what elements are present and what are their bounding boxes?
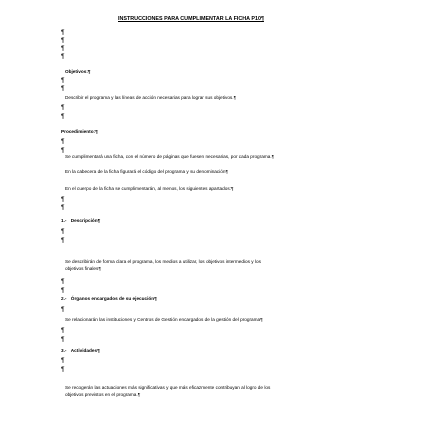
pilcrow-mark: ¶ <box>137 392 141 397</box>
empty-paragraph-mark: ¶ <box>61 53 65 60</box>
item-heading-text: Órganos encargados de su ejecución <box>70 296 155 301</box>
pilcrow-mark: ¶ <box>230 186 234 191</box>
procedimiento-p1-text: Se cumplimentará una ficha, con el número de páginas que fuesen necesarias, por cada programa. <box>65 154 272 159</box>
item-3-text-line-2: objetivos previstos en el programa. <box>65 392 138 397</box>
empty-paragraph-mark: ¶ <box>61 204 65 211</box>
empty-paragraph-mark: ¶ <box>61 29 65 36</box>
procedimiento-heading-text: Procedimiento: <box>61 129 96 134</box>
item-number: 1.- <box>61 218 67 223</box>
item-1-text-line: Se describirán de forma clara el programa, los medios a utilizar, los objetivos intermedios y los <box>65 259 261 264</box>
empty-paragraph-mark: ¶ <box>61 37 65 44</box>
pilcrow-mark: ¶ <box>154 296 157 301</box>
pilcrow-mark: ¶ <box>97 218 101 223</box>
objetivos-text-content: Describir el programa y las líneas de acción necesarias para lograr sus objetivos. <box>65 95 234 100</box>
item-heading-text: Actividades <box>70 348 98 353</box>
item-heading-text: Descripción <box>70 218 98 223</box>
pilcrow-mark: ¶ <box>225 169 229 174</box>
item-1-text-line <box>65 267 101 272</box>
empty-paragraph-mark: ¶ <box>61 138 65 145</box>
page-title <box>118 17 264 22</box>
item-number: 2.- <box>61 296 67 301</box>
empty-paragraph-mark: ¶ <box>61 306 65 313</box>
empty-paragraph-mark: ¶ <box>61 357 65 364</box>
objetivos-heading <box>65 70 91 75</box>
empty-paragraph-mark: ¶ <box>61 196 65 203</box>
item-number: 3.- <box>61 348 67 353</box>
empty-paragraph-mark: ¶ <box>61 147 65 154</box>
item-3-text-line <box>65 393 140 398</box>
procedimiento-p2-text: En la cabecera de la ficha figurará el código del programa y su denominación <box>65 169 226 174</box>
title-text: INSTRUCCIONES PARA CUMPLIMENTAR LA FICHA P10 <box>118 16 261 22</box>
objetivos-heading-text: Objetivos: <box>65 69 88 74</box>
empty-paragraph-mark: ¶ <box>61 237 65 244</box>
pilcrow-mark: ¶ <box>260 317 263 322</box>
pilcrow-mark: ¶ <box>98 266 101 271</box>
pilcrow-mark: ¶ <box>97 348 100 353</box>
empty-paragraph-mark: ¶ <box>61 77 65 84</box>
empty-paragraph-mark: ¶ <box>61 336 65 343</box>
item-2-heading <box>61 297 157 302</box>
procedimiento-p2 <box>65 170 228 175</box>
empty-paragraph-mark: ¶ <box>61 113 65 120</box>
pilcrow-mark: ¶ <box>233 95 237 100</box>
pilcrow-mark: ¶ <box>95 129 98 134</box>
procedimiento-p3-text: En el cuerpo de la ficha se cumplimentarán, al menos, los siguientes apartados: <box>65 186 231 191</box>
empty-paragraph-mark: ¶ <box>61 366 65 373</box>
empty-paragraph-mark: ¶ <box>61 287 65 294</box>
item-1-text-line-2: objetivos finales <box>65 266 99 271</box>
empty-paragraph-mark: ¶ <box>61 327 65 334</box>
item-2-text-line <box>65 318 263 323</box>
procedimiento-p1 <box>65 155 274 160</box>
procedimiento-heading <box>61 130 98 135</box>
objetivos-text <box>65 96 236 101</box>
procedimiento-p3 <box>65 187 234 192</box>
empty-paragraph-mark: ¶ <box>61 45 65 52</box>
empty-paragraph-mark: ¶ <box>61 104 65 111</box>
pilcrow-mark: ¶ <box>260 16 264 22</box>
item-2-text-line-1: Se relacionarán las instituciones y Centros de Gestión encargados de la gestión del programa <box>65 317 261 322</box>
empty-paragraph-mark: ¶ <box>61 228 65 235</box>
pilcrow-mark: ¶ <box>87 69 91 74</box>
item-3-text-line: Se recogerán las actuaciones más significativas y que más eficazmente contribuyan al logro de los <box>65 385 271 390</box>
item-3-heading <box>61 349 100 354</box>
item-1-heading <box>61 219 100 224</box>
empty-paragraph-mark: ¶ <box>61 85 65 92</box>
empty-paragraph-mark: ¶ <box>61 278 65 285</box>
pilcrow-mark: ¶ <box>271 154 275 159</box>
